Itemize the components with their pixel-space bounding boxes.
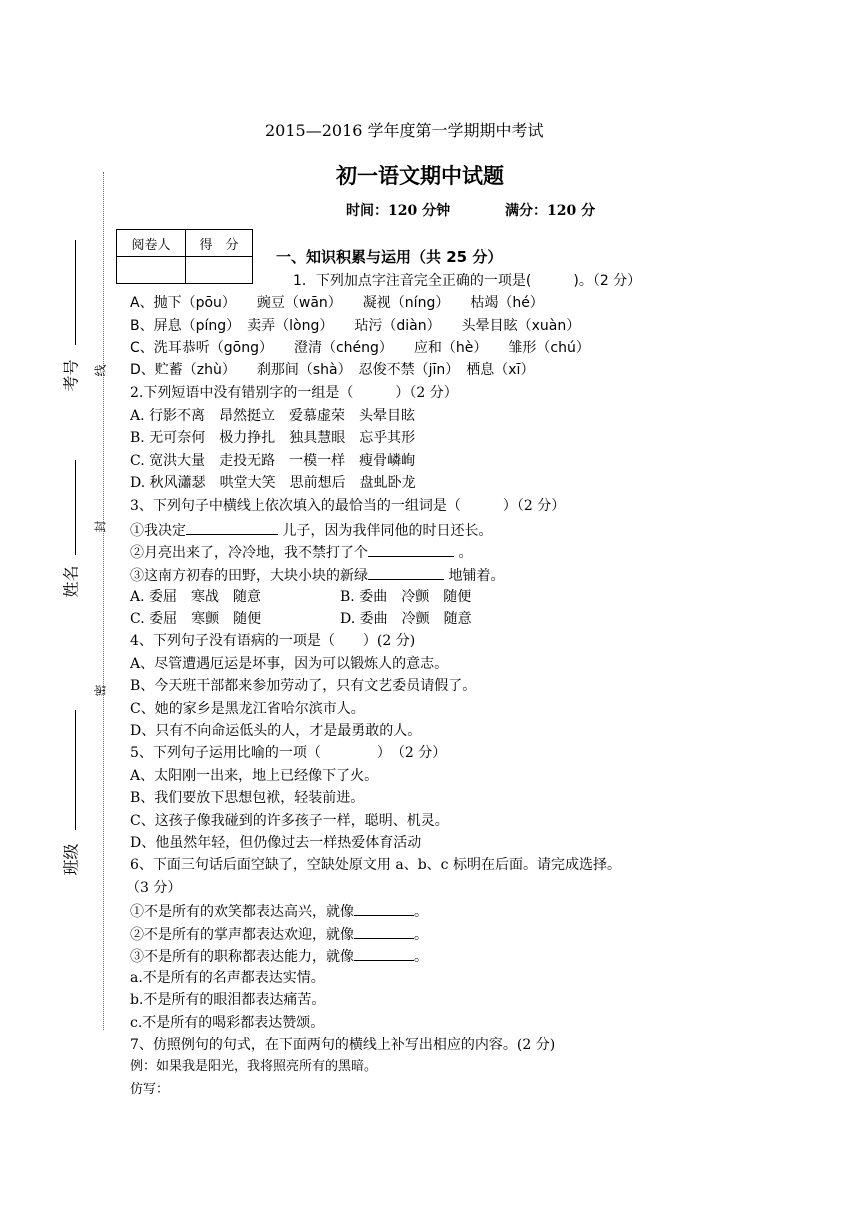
question-6-choice-c: c.不是所有的喝彩都表达赞颂。 — [130, 1015, 325, 1031]
question-6-sentence-3 — [130, 944, 428, 968]
question-1-option-a: A、抛下（pōu） 豌豆（wān） 凝视（níng） 枯竭（hé） — [130, 295, 544, 311]
question-6-points: （3 分） — [126, 880, 182, 896]
sentence-2-prefix: ②月亮出来了，冷冷地，我不禁打了个 — [130, 545, 368, 561]
question-4-stem: 4、下列句子没有语病的一项是（ ）(2 分) — [130, 633, 416, 649]
question-3-option-b: B. 委曲 冷颤 随便 — [340, 589, 472, 605]
question-2-option-a: A. 行影不离 昂然挺立 爱慕虚荣 头晕目眩 — [130, 408, 416, 424]
question-1-option-c: C、洗耳恭听（gōng） 澄清（chéng） 应和（hè） 雏形（chú） — [130, 340, 590, 356]
q6-sentence-2-text: ②不是所有的掌声都表达欢迎，就像 — [130, 927, 354, 943]
question-6-choice-a: a.不是所有的名声都表达实情。 — [130, 970, 325, 986]
question-4-option-c: C、她的家乡是黑龙江省哈尔滨市人。 — [130, 701, 365, 717]
q6-sentence-2-end: 。 — [414, 927, 428, 943]
exam-year-line: 2015—2016 学年度第一学期期中考试 — [265, 121, 544, 140]
page-title: 初一语文期中试题 — [336, 163, 504, 188]
q6-sentence-1-end: 。 — [414, 904, 428, 920]
reviewer-cell[interactable] — [117, 257, 186, 284]
exam-no-label: 考号 — [61, 359, 81, 392]
question-4-option-b: B、今天班干部都来参加劳动了，只有文艺委员请假了。 — [130, 678, 477, 694]
question-6-choice-b: b.不是所有的眼泪都表达痛苦。 — [130, 992, 326, 1008]
score-cell[interactable] — [186, 257, 253, 284]
question-7-imitate-label: 仿写： — [130, 1082, 170, 1097]
q6-blank-1[interactable] — [354, 899, 414, 916]
question-5-option-d: D、他虽然年轻，但仍像过去一样热爱体育活动 — [130, 835, 422, 851]
seal-mark-secret: 密 — [93, 684, 108, 697]
class-label: 班级 — [61, 843, 81, 876]
score-table — [116, 229, 253, 284]
question-3-option-c: C. 委屈 寒颤 随便 — [130, 611, 262, 627]
q6-blank-3[interactable] — [354, 944, 414, 961]
q6-sentence-3-end: 。 — [414, 949, 428, 965]
question-4-option-a: A、尽管遭遇厄运是坏事，因为可以锻炼人的意志。 — [130, 656, 449, 672]
question-5-option-b: B、我们要放下思想包袱，轻装前进。 — [130, 790, 365, 806]
question-7-answer-area[interactable] — [178, 1079, 778, 1119]
question-6-stem: 6、下面三句话后面空缺了，空缺处原文用 a、b、c 标明在后面。请完成选择。 — [130, 857, 621, 873]
question-5-option-a: A、太阳刚一出来，地上已经像下了火。 — [130, 768, 379, 784]
question-2-option-c: C. 宽洪大量 走投无路 一模一样 瘦骨嶙峋 — [130, 453, 416, 469]
sentence-2-suffix: 。 — [454, 545, 473, 561]
question-3-sentence-2 — [130, 540, 472, 564]
sentence-3-prefix: ③这南方初春的田野，大块小块的新绿 — [130, 568, 368, 584]
question-3-sentence-1 — [130, 518, 492, 542]
sentence-1-suffix: 儿子，因为我伴同他的时日还长。 — [278, 523, 493, 539]
score-header: 得 分 — [186, 230, 253, 257]
question-3-stem: 3、下列句子中横线上依次填入的最恰当的一组词是（ ）（2 分） — [130, 498, 566, 514]
question-6-sentence-2 — [130, 922, 428, 946]
blank-2[interactable] — [368, 540, 454, 557]
question-7-example: 例：如果我是阳光，我将照亮所有的黑暗。 — [130, 1059, 378, 1074]
question-1-option-d: D、贮蓄（zhù） 刹那间（shà） 忍俊不禁（jīn） 栖息（xī） — [130, 362, 535, 378]
name-blank — [75, 460, 76, 555]
blank-1[interactable] — [186, 518, 278, 535]
q6-sentence-3-text: ③不是所有的职称都表达能力，就像 — [130, 949, 354, 965]
question-2-option-b: B. 无可奈何 极力挣扎 独具慧眼 忘乎其形 — [130, 430, 416, 446]
sentence-1-prefix: ①我决定 — [130, 523, 186, 539]
reviewer-header: 阅卷人 — [117, 230, 186, 257]
question-3-option-a: A. 委屈 寒战 随意 — [130, 589, 262, 605]
question-7-stem: 7、仿照例句的句式，在下面两句的横线上补写出相应的内容。(2 分) — [130, 1037, 556, 1053]
question-2-option-d: D. 秋风瀟瑟 哄堂大笑 思前想后 盘虬卧龙 — [130, 475, 416, 491]
sentence-3-suffix: 地铺着。 — [444, 568, 505, 584]
question-5-option-c: C、这孩子像我碰到的许多孩子一样，聪明、机灵。 — [130, 813, 449, 829]
question-3-sentence-3 — [130, 563, 504, 587]
exam-time: 时间：120 分钟 — [346, 203, 451, 219]
question-5-stem: 5、下列句子运用比喻的一项（ ） （2 分） — [130, 745, 447, 761]
exam-full-score: 满分：120 分 — [505, 203, 596, 219]
question-1-stem: 1．下列加点字注音完全正确的一项是( )。（2 分） — [293, 273, 642, 289]
question-6-sentence-1 — [130, 899, 428, 923]
seal-mark-seal: 封 — [93, 520, 108, 533]
seal-mark-line: 线 — [93, 364, 108, 377]
q6-blank-2[interactable] — [354, 922, 414, 939]
question-4-option-d: D、只有不向命运低头的人，才是最勇敢的人。 — [130, 723, 422, 739]
blank-3[interactable] — [368, 563, 444, 580]
binding-dotted-line — [103, 172, 104, 1030]
exam-no-blank — [75, 240, 76, 345]
question-2-stem: 2.下列短语中没有错别字的一组是（ ）（2 分） — [130, 385, 458, 401]
class-blank — [75, 710, 76, 830]
name-label: 姓名 — [61, 565, 81, 598]
question-3-option-d: D. 委曲 冷颤 随意 — [340, 611, 472, 627]
q6-sentence-1-text: ①不是所有的欢笑都表达高兴，就像 — [130, 904, 354, 920]
question-1-option-b: B、屏息（píng） 卖弄（lòng） 玷污（diàn） 头晕目眩（xuàn） — [130, 318, 581, 334]
section-heading: 一、知识积累与运用（共 25 分） — [276, 248, 503, 266]
